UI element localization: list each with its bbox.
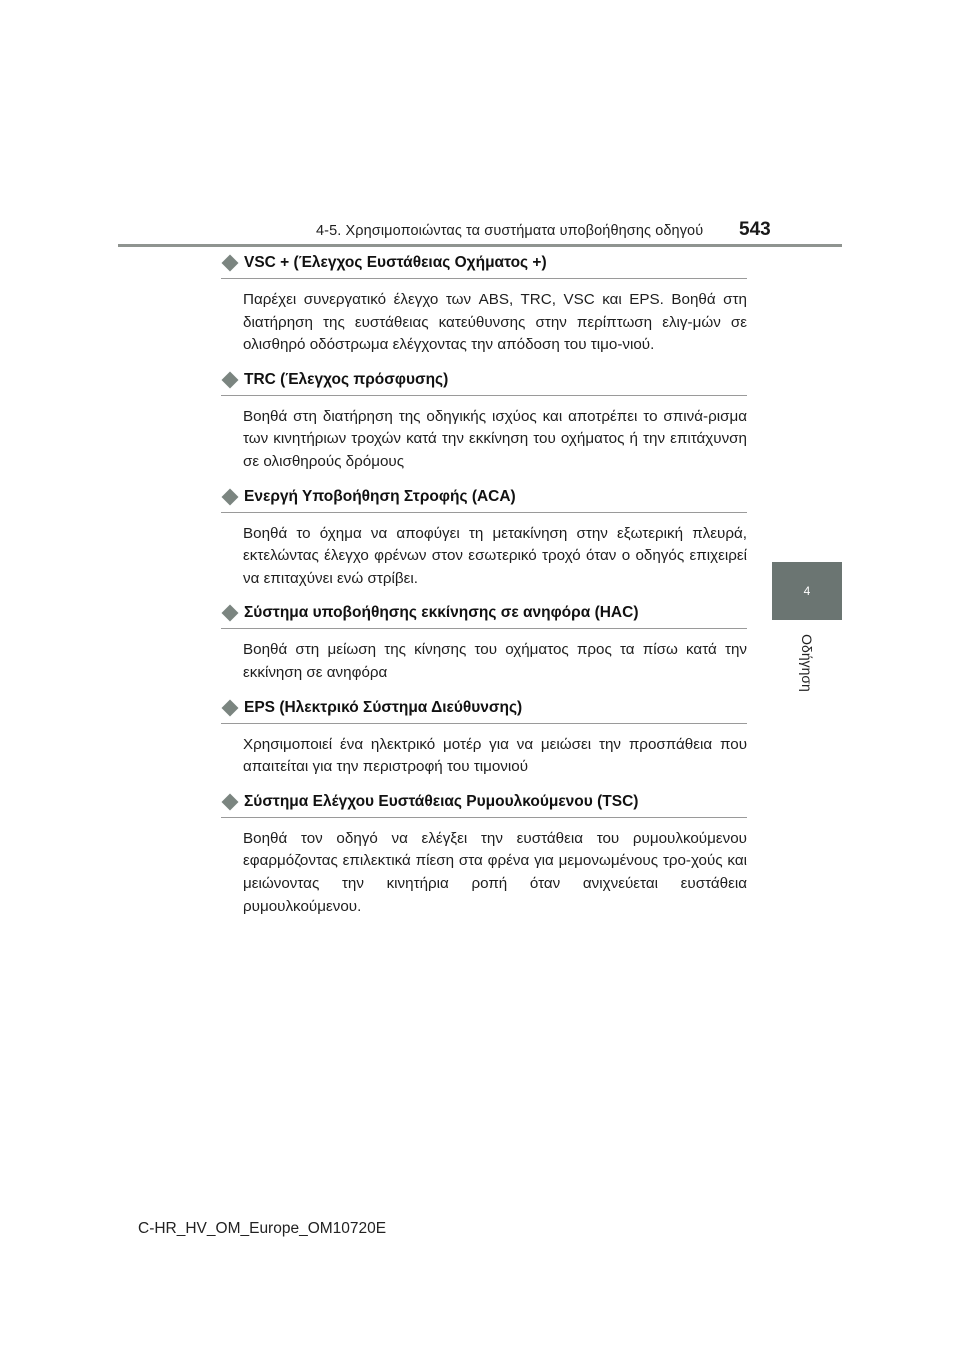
section-body: Παρέχει συνεργατικό έλεγχο των ABS, TRC, VSC και EPS. Βοηθά στη διατήρηση της ευστάθειας κατεύθυνσης στην περίπτωση ελιγ-μών σε ολισθηρό οδόστρωμα ελέγχοντας την απόδοση του τιμο-νιού.	[243, 291, 747, 354]
chapter-label-container	[784, 628, 830, 698]
section-heading-text: Σύστημα υποβοήθησης εκκίνησης σε ανηφόρα (HAC)	[244, 604, 639, 622]
section-heading	[221, 486, 747, 513]
section-trc	[221, 369, 747, 474]
section-heading-text: TRC (Έλεγχος πρόσφυσης)	[244, 370, 449, 388]
chapter-number: 4	[803, 584, 811, 598]
section-vsc	[221, 252, 747, 357]
section-header-title: 4-5. Χρησιμοποιώντας τα συστήματα υποβοήθησης οδηγού	[316, 223, 704, 239]
section-heading-text: VSC + (Έλεγχος Ευστάθειας Οχήματος +)	[244, 254, 547, 271]
diamond-bullet-icon	[222, 255, 239, 272]
section-tsc	[221, 791, 747, 918]
diamond-bullet-icon	[222, 488, 239, 505]
section-eps	[221, 697, 747, 779]
section-heading	[221, 602, 747, 629]
page-number: 543	[739, 219, 771, 240]
section-body: Βοηθά στη μείωση της κίνησης του οχήματος προς τα πίσω κατά την εκκίνηση σε ανηφόρα	[243, 641, 747, 681]
diamond-bullet-icon	[222, 371, 239, 388]
section-body: Βοηθά τον οδηγό να ελέγξει την ευστάθεια του ρυμουλκούμενου εφαρμόζοντας επιλεκτικά πίεση στα φρένα για μεμονωμένους τρο-χούς και μειώνοντας την κινητήρια ροπή όταν ανιχνεύεται ευστάθεια ρυμουλκούμενου.	[243, 829, 747, 915]
section-hac	[221, 602, 747, 684]
section-body: Βοηθά το όχημα να αποφύγει τη μετακίνηση στην εξωτερική πλευρά, εκτελώντας έλεγχο φρένων στον εσωτερικό τροχό όταν ο οδηγός επιχειρεί να επιταχύνει ενώ στρίβει.	[243, 524, 747, 587]
header-divider	[118, 244, 842, 247]
section-body: Χρησιμοποιεί ένα ηλεκτρικό μοτέρ για να μειώσει την προσπάθεια που απαιτείται για την περιστροφή του τιμονιού	[243, 735, 747, 776]
diamond-bullet-icon	[222, 793, 239, 810]
section-body: Βοηθά στη διατήρηση της οδηγικής ισχύος και αποτρέπει το σπινά-ρισμα των κινητήριων τροχών κατά την εκκίνηση του οχήματος ή την επιτάχυνση σε ολισθηρούς δρόμους	[243, 407, 747, 470]
diamond-bullet-icon	[222, 605, 239, 622]
section-heading-text: EPS (Ηλεκτρικό Σύστημα Διεύθυνσης)	[244, 698, 523, 716]
section-heading	[221, 369, 747, 396]
section-aca	[221, 486, 747, 591]
document-code: C-HR_HV_OM_Europe_OM10720E	[138, 1220, 387, 1237]
section-heading	[221, 252, 747, 279]
section-heading-text: Ενεργή Υποβοήθηση Στροφής (ACA)	[244, 487, 516, 505]
chapter-tab	[772, 562, 842, 620]
diamond-bullet-icon	[222, 699, 239, 716]
chapter-label: Οδήγηση	[799, 634, 815, 692]
section-heading	[221, 791, 747, 818]
section-heading-text: Σύστημα Ελέγχου Ευστάθειας Ρυμουλκούμενου (TSC)	[244, 792, 639, 810]
main-content	[221, 252, 747, 918]
section-heading	[221, 697, 747, 724]
